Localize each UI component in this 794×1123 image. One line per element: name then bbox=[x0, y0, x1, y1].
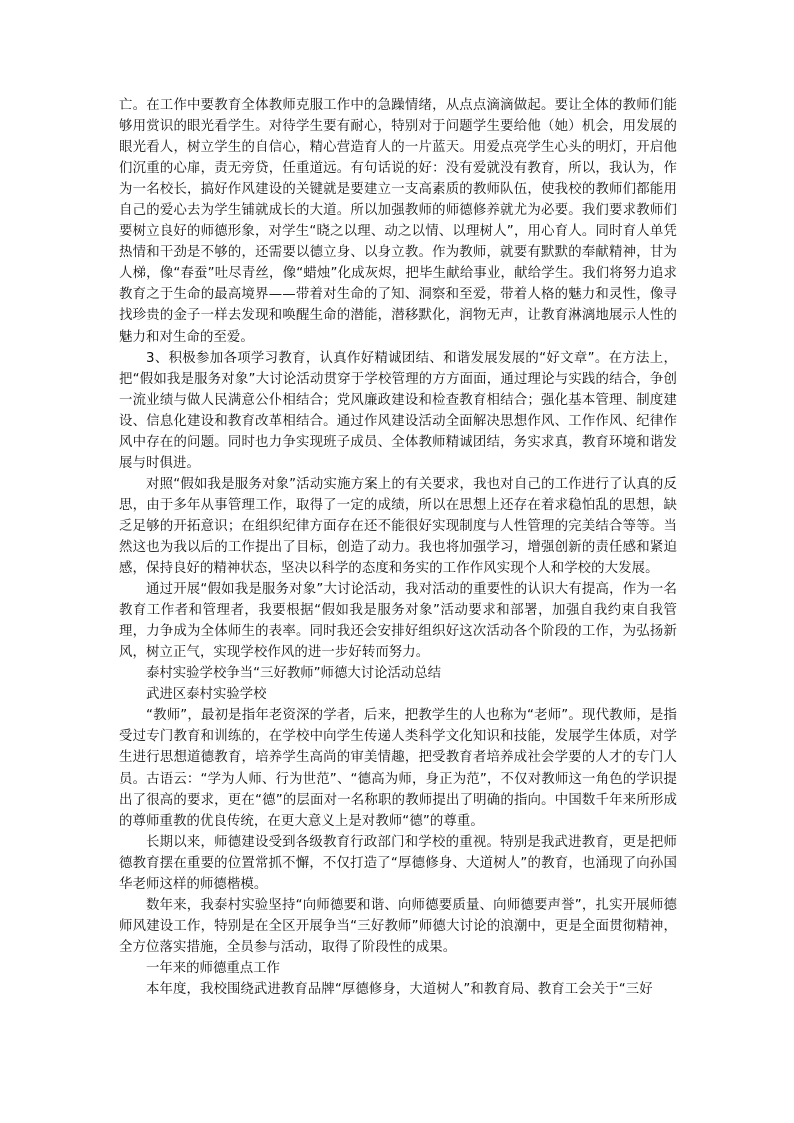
document-subtitle: 武进区泰村实验学校 bbox=[146, 687, 267, 703]
document-title: 泰村实验学校争当“三好教师”师德大讨论活动总结 bbox=[146, 666, 442, 682]
document-page bbox=[119, 95, 677, 1000]
paragraph-6: 长期以来，师德建设受到各级教育行政部门和学校的重视。特别是我武进教育，更是把师德教育摆在重要的位置常抓不懈，不仅打造了“厚德修身、大道树人”的教育，也涌现了向孙国华老师这样的师德楷模。 bbox=[119, 834, 677, 892]
paragraph-8: 本年度，我校围绕武进教育品牌“厚德修身，大道树人”和教育局、教育工会关于“三好 bbox=[146, 981, 653, 997]
paragraph-3: 对照“假如我是服务对象”活动实施方案上的有关要求，我也对自己的工作进行了认真的反思，由于多年从事管理工作，取得了一定的成绩，所以在思想上还存在着求稳怕乱的思想，缺乏足够的开拓意识；在组织纪律方面存在还不能很好实现制度与人性管理的完美结合等等。当然这也为我以后的工作提出了目标，创造了动力。我也将加强学习，增强创新的责任感和紧迫感，保持良好的精神状态，坚决以科学的态度和务实的工作作风实现个人和学校的大发展。 bbox=[119, 476, 677, 577]
paragraph-7: 数年来，我泰村实验坚持“向师德要和谐、向师德要质量、向师德要声誉”，扎实开展师德师风建设工作，特别是在全区开展争当“三好教师”师德大讨论的浪潮中，更是全面贯彻精神，全方位落实措施，全员参与活动，取得了阶段性的成果。 bbox=[119, 897, 677, 955]
paragraph-4: 通过开展“假如我是服务对象”大讨论活动，我对活动的重要性的认识大有提高，作为一名教育工作者和管理者，我要根据“假如我是服务对象”活动要求和部署，加强自我约束自我管理，力争成为全体师生的表率。同时我还会安排好组织好这次活动各个阶段的工作，为弘扬新风，树立正气，实现学校作风的进一步好转而努力。 bbox=[119, 582, 677, 661]
paragraph-5: “教师”，最初是指年老资深的学者，后来，把教学生的人也称为“老师”。现代教师，是指受过专门教育和训练的，在学校中向学生传递人类科学文化知识和技能，发展学生体质，对学生进行思想道德教育，培养学生高尚的审美情趣，把受教育者培养成社会学要的人才的专门人员。古语云：“学为人师、行为世范”、“德高为师，身正为范”，不仅对教师这一角色的学识提出了很高的要求，更在“德”的层面对一名称职的教师提出了明确的指向。中国数千年来所形成的尊师重教的优良传统，在更大意义上是对教师“德”的尊重。 bbox=[119, 708, 677, 829]
paragraph-1: 亡。在工作中要教育全体教师克服工作中的急躁情绪，从点点滴滴做起。要让全体的教师们能够用赏识的眼光看学生。对待学生要有耐心，特别对于问题学生要给他（她）机会，用发展的眼光看人，树立学生的自信心，精心营造育人的一片蓝天。用爱点亮学生心头的明灯，开启他们沉重的心扉，责无旁贷，任重道远。有句话说的好：没有爱就没有教育，所以，我认为，作为一名校长，搞好作风建设的关键就是要建立一支高素质的教师队伍，使我校的教师们都能用自己的爱心去为学生铺就成长的大道。所以加强教师的师德修养就尤为必要。我们要求教师们要树立良好的师德形象，对学生“晓之以理、动之以情、以理树人”，用心育人。同时育人单凭热情和干劲是不够的，还需要以德立身、以身立教。作为教师，就要有默默的奉献精神，甘为人梯，像“春蚕”吐尽青丝，像“蜡烛”化成灰烬，把毕生献给事业，献给学生。我们将努力追求教育之于生命的最高境界——带着对生命的了知、洞察和至爱，带着人格的魅力和灵性，像寻找珍贵的金子一样去发现和唤醒生命的潜能，潜移默化，润物无声，让教育淋漓地展示人性的魅力和对生命的至爱。 bbox=[119, 98, 677, 345]
section-heading: 一年来的师德重点工作 bbox=[146, 960, 280, 976]
paragraph-2: 3、积极参加各项学习教育，认真作好精诚团结、和谐发展发展的“好文章”。在方法上，把“假如我是服务对象”大讨论活动贯穿于学校管理的方方面面，通过理论与实践的结合，争创一流业绩与做人民满意公仆相结合；党风廉政建设和检查教育相结合；强化基本管理、制度建设、信息化建设和教育改革相结合。通过作风建设活动全面解决思想作风、工作作风、纪律作风中存在的问题。同时也力争实现班子成员、全体教师精诚团结，务实求真，教育环境和谐发展与时俱进。 bbox=[119, 350, 677, 471]
